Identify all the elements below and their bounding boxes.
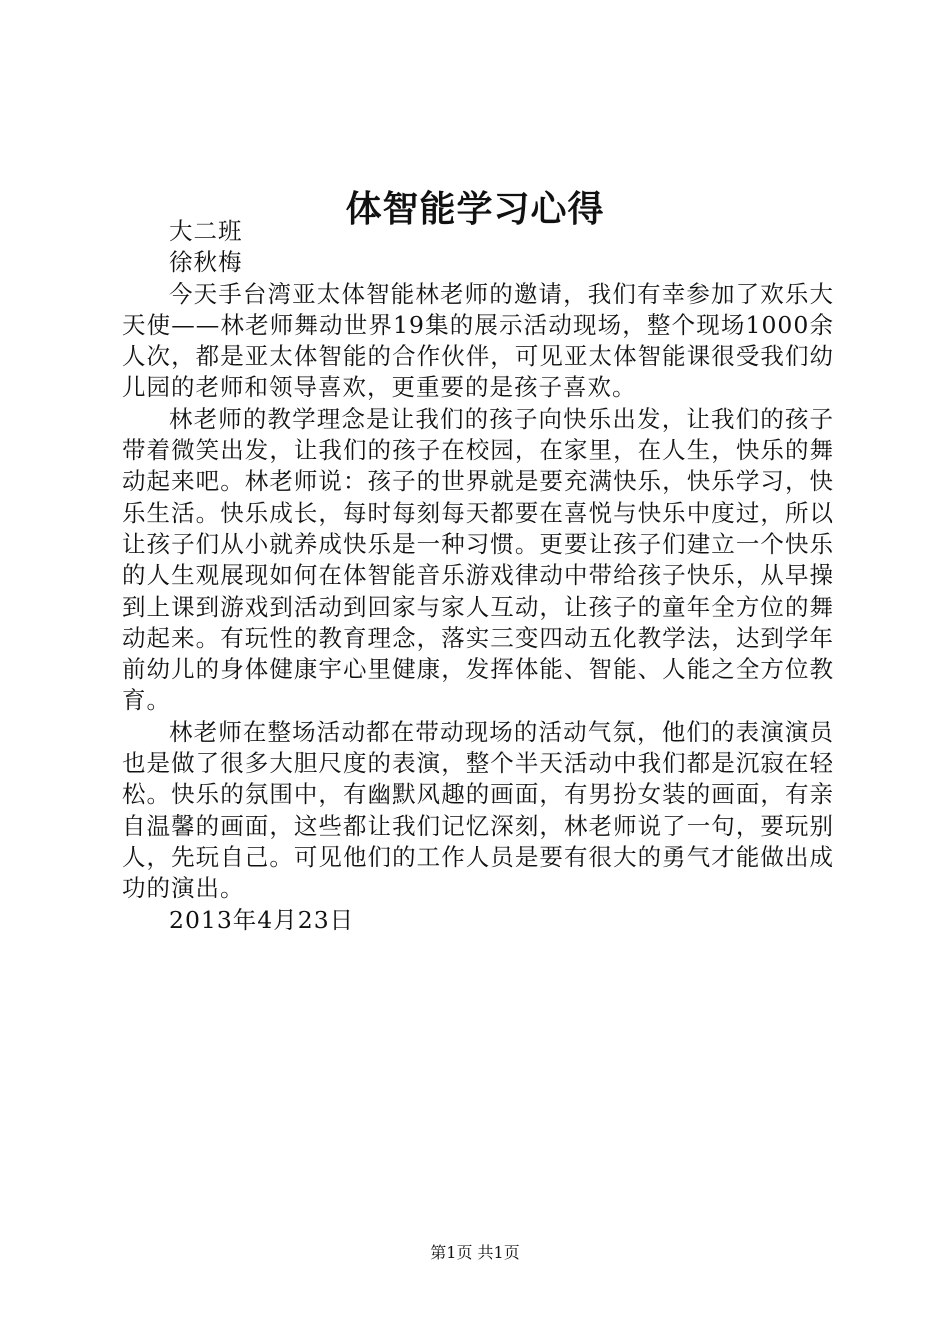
page-footer: 第1页 共1页	[430, 1243, 520, 1262]
paragraph-2: 林老师的教学理念是让我们的孩子向快乐出发，让我们的孩子带着微笑出发，让我们的孩子在校园，在家里，在人生，快乐的舞动起来吧。林老师说：孩子的世界就是要充满快乐，快乐学习，快乐生活。快乐成长，每时每刻每天都要在喜悦与快乐中度过，所以让孩子们从小就养成快乐是一种习惯。更要让孩子们建立一个快乐的人生观展现如何在体智能音乐游戏律动中带给孩子快乐，从早操到上课到游戏到活动到回家与家人互动，让孩子的童年全方位的舞动起来。有玩性的教育理念，落实三变四动五化教学法，达到学年前幼儿的身体健康宇心里健康，发挥体能、智能、人能之全方位教育。	[122, 404, 834, 715]
class-line: 大二班	[169, 217, 243, 245]
author-line: 徐秋梅	[169, 248, 243, 277]
document-body	[122, 212, 834, 936]
document-title: 体智能学习心得	[345, 188, 605, 230]
paragraph-3: 林老师在整场活动都在带动现场的活动气氛，他们的表演演员也是做了很多大胆尺度的表演，整个半天活动中我们都是沉寂在轻松。快乐的氛围中，有幽默风趣的画面，有男扮女装的画面，有亲自温馨的画面，这些都让我们记忆深刻，林老师说了一句，要玩别人，先玩自己。可见他们的工作人员是要有很大的勇气才能做出成功的演出。	[122, 717, 834, 903]
date-line: 2013年4月23日	[169, 905, 355, 934]
paragraph-1: 今天手台湾亚太体智能林老师的邀请，我们有幸参加了欢乐大天使——林老师舞动世界19集的展示活动现场，整个现场1000余人次，都是亚太体智能的合作伙伴，可见亚太体智能课很受我们幼儿园的老师和领导喜欢，更重要的是孩子喜欢。	[122, 279, 834, 402]
